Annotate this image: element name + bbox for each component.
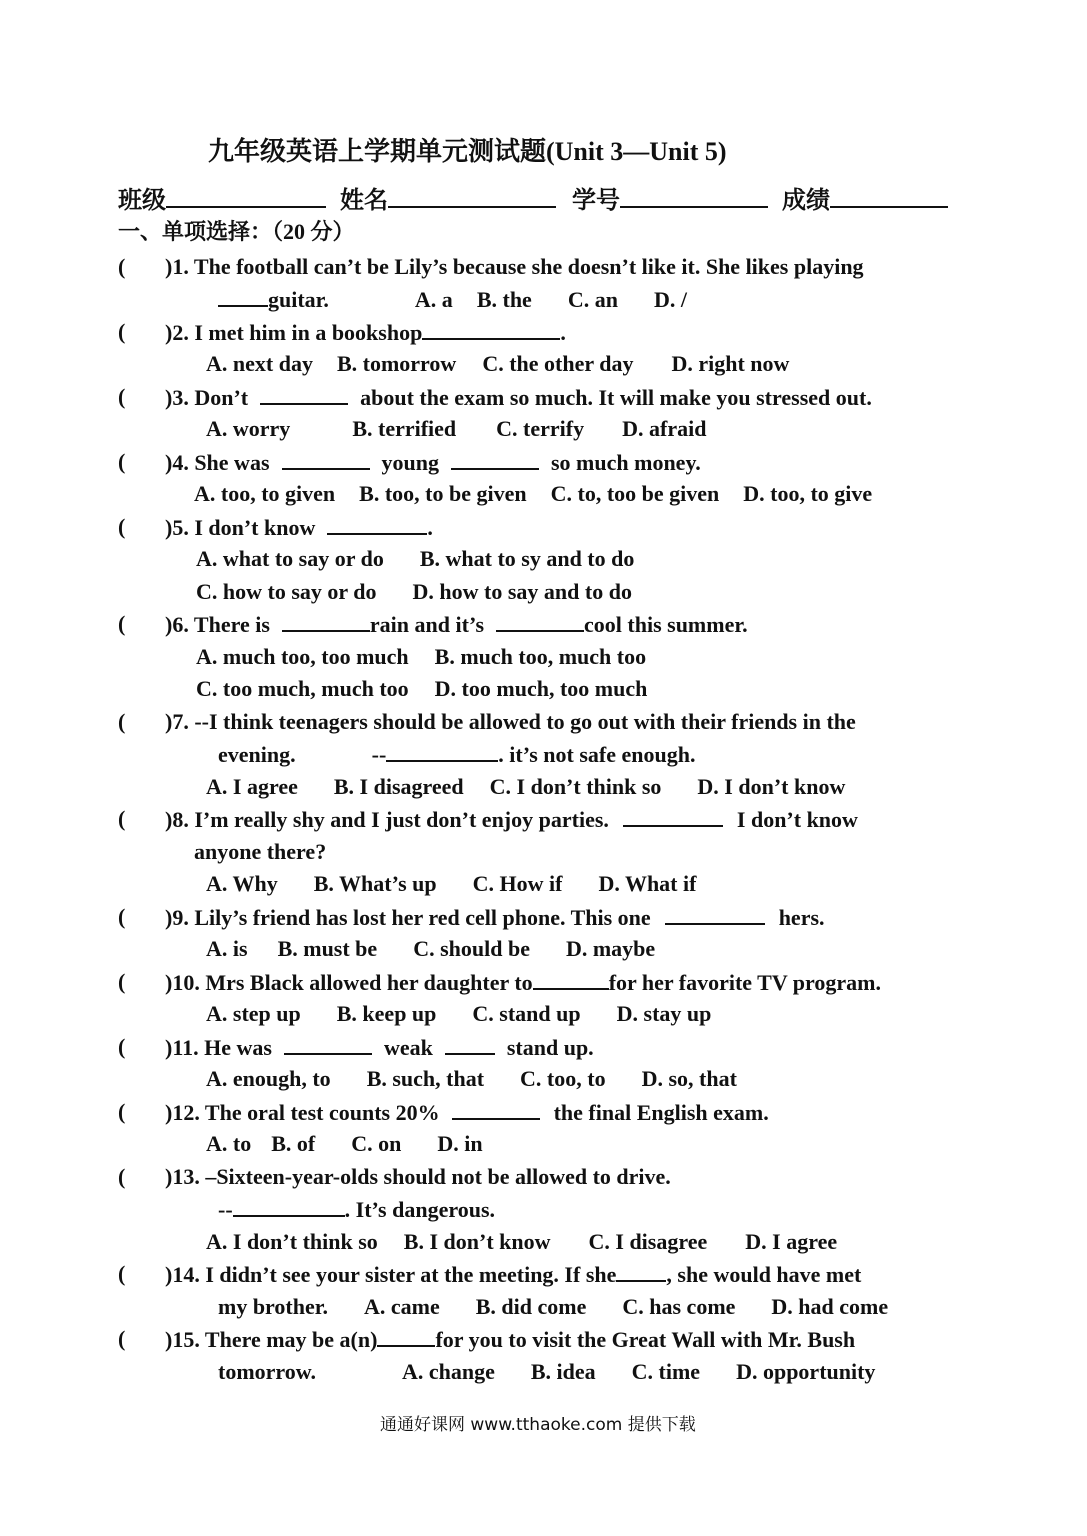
option-d[interactable]: D. I agree — [745, 1229, 838, 1254]
option-d[interactable]: D. stay up — [616, 1001, 712, 1026]
option-d[interactable]: D. I don’t know — [697, 774, 846, 799]
option-c[interactable]: C. I don’t think so — [489, 774, 662, 799]
question-line2: evening. -- . it’s not safe enough. — [218, 742, 696, 767]
question-text: )11. He was weak stand up. — [165, 1035, 594, 1060]
answer-blank[interactable] — [327, 513, 427, 535]
answer-blank[interactable] — [665, 903, 765, 925]
option-a[interactable]: A. enough, to — [206, 1066, 331, 1091]
section-title: 一、单项选择：（20 分） — [118, 219, 355, 244]
option-a[interactable]: A. worry — [206, 416, 291, 441]
options — [206, 1130, 483, 1158]
class-blank[interactable] — [166, 186, 326, 208]
question-text: )8. I’m really shy and I just don’t enjoy parties. I don’t know — [165, 807, 858, 832]
answer-blank[interactable] — [218, 285, 268, 307]
score-blank[interactable] — [830, 186, 948, 208]
option-c[interactable]: C. too, to — [520, 1066, 606, 1091]
option-c[interactable]: C. the other day — [482, 351, 634, 376]
option-a[interactable]: A. to — [206, 1131, 252, 1156]
option-c[interactable]: C. an — [567, 287, 618, 312]
option-a[interactable]: A. too, to given — [194, 481, 336, 506]
options — [194, 480, 872, 508]
option-d[interactable]: D. too, to give — [743, 481, 873, 506]
question-text: )1. The football can’t be Lily’s because she doesn’t like it. She likes playing — [165, 254, 864, 279]
options — [196, 578, 632, 606]
option-c[interactable]: C. stand up — [472, 1001, 581, 1026]
options — [206, 773, 845, 801]
question-text: )15. There may be a(n) for you to visit the Great Wall with Mr. Bush — [165, 1327, 856, 1352]
question-text: )6. There is rain and it’s cool this summer. — [165, 612, 748, 637]
option-b[interactable]: B. idea — [530, 1359, 596, 1384]
answer-paren[interactable]: ( — [118, 1034, 126, 1059]
option-b[interactable]: B. terrified — [352, 416, 457, 441]
option-b[interactable]: B. too, to be given — [359, 481, 527, 506]
answer-blank[interactable] — [623, 805, 723, 827]
question-line2: tomorrow. A. change B. idea C. time D. opportunity — [218, 1359, 876, 1384]
option-c[interactable]: C. How if — [472, 871, 563, 896]
options — [196, 545, 634, 573]
option-d[interactable]: D. had come — [771, 1294, 889, 1319]
option-b[interactable]: B. What’s up — [313, 871, 437, 896]
option-d[interactable]: D. so, that — [641, 1066, 737, 1091]
options — [206, 935, 655, 963]
answer-paren[interactable]: ( — [118, 319, 126, 344]
option-c[interactable]: C. terrify — [496, 416, 585, 441]
number-label: 学号 — [572, 188, 620, 214]
option-b[interactable]: B. tomorrow — [336, 351, 457, 376]
answer-blank[interactable] — [377, 1325, 435, 1347]
option-c[interactable]: C. how to say or do — [196, 579, 377, 604]
option-a[interactable]: A. next day — [206, 351, 313, 376]
option-b[interactable]: B. such, that — [366, 1066, 485, 1091]
answer-paren[interactable]: ( — [118, 254, 126, 279]
option-a[interactable]: A. step up — [206, 1001, 301, 1026]
question-text: )13. –Sixteen-year-olds should not be allowed to drive. — [165, 1164, 671, 1189]
header-fields — [118, 186, 948, 215]
question-text: )5. I don’t know . — [165, 515, 433, 540]
name-blank[interactable] — [388, 186, 556, 208]
options — [206, 350, 789, 378]
answer-blank[interactable] — [386, 740, 498, 762]
option-a[interactable]: A. much too, too much — [196, 644, 409, 669]
question-line2: anyone there? — [194, 839, 327, 864]
option-d[interactable]: D. What if — [598, 871, 697, 896]
answer-blank[interactable] — [452, 1098, 540, 1120]
question-text: )14. I didn’t see your sister at the meeting. If she , she would have met — [165, 1262, 862, 1287]
answer-paren[interactable]: ( — [118, 1326, 126, 1351]
question-text: )7. --I think teenagers should be allowed to go out with their friends in the — [165, 709, 856, 734]
option-d[interactable]: D. opportunity — [736, 1359, 876, 1384]
option-a[interactable]: A. came — [364, 1294, 440, 1319]
option-c[interactable]: C. time — [631, 1359, 701, 1384]
option-d[interactable]: D. too much, too much — [434, 676, 648, 701]
answer-blank[interactable] — [284, 1033, 372, 1055]
answer-blank[interactable] — [616, 1260, 666, 1282]
answer-blank[interactable] — [445, 1033, 495, 1055]
question-text: )12. The oral test counts 20% the final English exam. — [165, 1100, 769, 1125]
option-d[interactable]: D. how to say and to do — [412, 579, 632, 604]
answer-paren[interactable]: ( — [118, 709, 126, 734]
options — [206, 1000, 711, 1028]
answer-paren[interactable]: ( — [118, 1261, 126, 1286]
option-d[interactable]: D. in — [437, 1131, 483, 1156]
option-c[interactable]: C. has come — [622, 1294, 736, 1319]
option-b[interactable]: B. did come — [475, 1294, 587, 1319]
option-c[interactable]: C. I disagree — [588, 1229, 708, 1254]
option-c[interactable]: C. on — [351, 1131, 402, 1156]
answer-blank[interactable] — [282, 610, 370, 632]
option-c[interactable]: C. to, too be given — [550, 481, 720, 506]
answer-blank[interactable] — [496, 610, 584, 632]
answer-paren[interactable]: ( — [118, 384, 126, 409]
page-title: 九年级英语上学期单元测试题(Unit 3—Unit 5) — [208, 137, 727, 166]
question-text: )10. Mrs Black allowed her daughter to for her favorite TV program. — [165, 970, 882, 995]
question-text: )9. Lily’s friend has lost her red cell phone. This one hers. — [165, 905, 825, 930]
option-b[interactable]: B. much too, much too — [434, 644, 647, 669]
score-label: 成绩 — [782, 188, 830, 214]
question-text: )4. She was young so much money. — [165, 450, 701, 475]
answer-paren[interactable]: ( — [118, 449, 126, 474]
option-b[interactable]: B. must be — [277, 936, 378, 961]
answer-paren[interactable]: ( — [118, 904, 126, 929]
option-a[interactable]: A. what to say or do — [196, 546, 384, 571]
class-label: 班级 — [118, 188, 166, 214]
option-a[interactable]: A. a — [414, 287, 453, 312]
question-text: )3. Don’t about the exam so much. It will make you stressed out. — [165, 385, 872, 410]
option-b[interactable]: B. keep up — [336, 1001, 437, 1026]
option-c[interactable]: C. should be — [413, 936, 530, 961]
option-b[interactable]: B. the — [476, 287, 532, 312]
option-b[interactable]: B. of — [271, 1131, 316, 1156]
option-b[interactable]: B. I don’t know — [403, 1229, 551, 1254]
answer-paren[interactable]: ( — [118, 969, 126, 994]
option-a[interactable]: A. Why — [206, 871, 278, 896]
answer-paren[interactable]: ( — [118, 1099, 126, 1124]
number-blank[interactable] — [620, 186, 768, 208]
answer-blank[interactable] — [233, 1195, 345, 1217]
option-b[interactable]: B. I disagreed — [333, 774, 464, 799]
options — [206, 1065, 737, 1093]
answer-blank[interactable] — [282, 448, 370, 470]
option-b[interactable]: B. what to sy and to do — [419, 546, 635, 571]
page-footer: 通通好课网 www.tthaoke.com 提供下载 — [380, 1415, 696, 1435]
question-text: )2. I met him in a bookshop . — [165, 320, 566, 345]
question-line2: -- . It’s dangerous. — [218, 1197, 496, 1222]
option-a[interactable]: A. change — [401, 1359, 495, 1384]
answer-blank[interactable] — [260, 383, 348, 405]
answer-blank[interactable] — [451, 448, 539, 470]
option-d[interactable]: D. right now — [671, 351, 790, 376]
answer-blank[interactable] — [533, 968, 609, 990]
option-a[interactable]: A. is — [206, 936, 248, 961]
option-d[interactable]: D. afraid — [622, 416, 707, 441]
option-c[interactable]: C. too much, much too — [196, 676, 409, 701]
options — [206, 870, 696, 898]
answer-paren[interactable]: ( — [118, 611, 126, 636]
option-d[interactable]: D. maybe — [565, 936, 656, 961]
answer-paren[interactable]: ( — [118, 1164, 126, 1189]
option-a[interactable]: A. I agree — [206, 774, 298, 799]
question-line2: my brother. A. came B. did come C. has come D. had come — [218, 1294, 889, 1319]
answer-paren[interactable]: ( — [118, 514, 126, 539]
options — [196, 675, 647, 703]
answer-paren[interactable]: ( — [118, 806, 126, 831]
options — [206, 415, 706, 443]
name-label: 姓名 — [340, 188, 388, 214]
question-line2: guitar. A. a B. the C. an D. / — [218, 285, 687, 314]
option-d[interactable]: D. / — [653, 287, 687, 312]
options — [206, 1228, 837, 1256]
options — [196, 643, 646, 671]
answer-blank[interactable] — [422, 318, 560, 340]
option-a[interactable]: A. I don’t think so — [206, 1229, 378, 1254]
